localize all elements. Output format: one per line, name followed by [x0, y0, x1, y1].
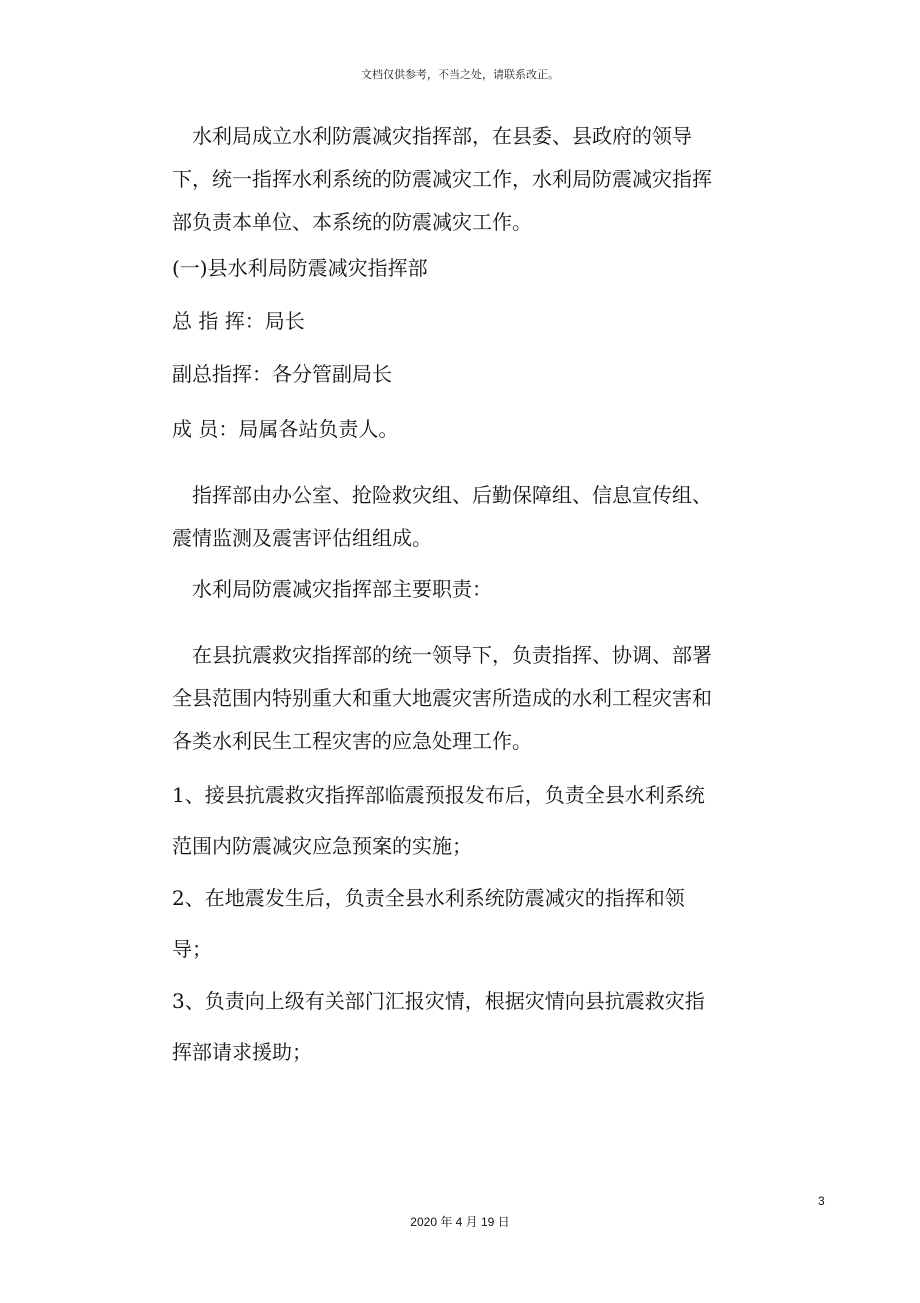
page-number: 3	[818, 1194, 825, 1208]
header-note: 文档仅供参考，不当之处，请联系改正。	[361, 68, 559, 81]
deputy-line: 副总指挥：各分管副局长	[172, 362, 392, 386]
section-title: (一)县水利局防震减灾指挥部	[172, 256, 428, 280]
duty-item-1: 1、接县抗震救灾指挥部临震预报发布后，负责全县水利系统范围内防震减灾应急预案的实施；	[172, 783, 705, 858]
members-line: 成 员：局属各站负责人。	[172, 417, 399, 441]
duty-item-3: 3、负责向上级有关部门汇报灾情，根据灾情向县抗震救灾指挥部请求援助；	[172, 989, 705, 1064]
duty-item-2: 2、在地震发生后，负责全县水利系统防震减灾的指挥和领导；	[172, 886, 685, 961]
intro-paragraph: 水利局成立水利防震减灾指挥部，在县委、县政府的领导下，统一指挥水利系统的防震减灾工作，水利局防震减灾指挥部负责本单位、本系统的防震减灾工作。	[172, 124, 712, 234]
composition-paragraph: 指挥部由办公室、抢险救灾组、后勤保障组、信息宣传组、震情监测及震害评估组组成。	[172, 483, 712, 550]
footer-date: 2020 年 4 月 19 日	[410, 1215, 510, 1229]
duties-title: 水利局防震减灾指挥部主要职责：	[192, 577, 492, 601]
commander-line: 总 指 挥：局长	[172, 309, 305, 333]
duties-intro-paragraph: 在县抗震救灾指挥部的统一领导下，负责指挥、协调、部署全县范围内特别重大和重大地震灾害所造成的水利工程灾害和各类水利民生工程灾害的应急处理工作。	[172, 643, 712, 753]
